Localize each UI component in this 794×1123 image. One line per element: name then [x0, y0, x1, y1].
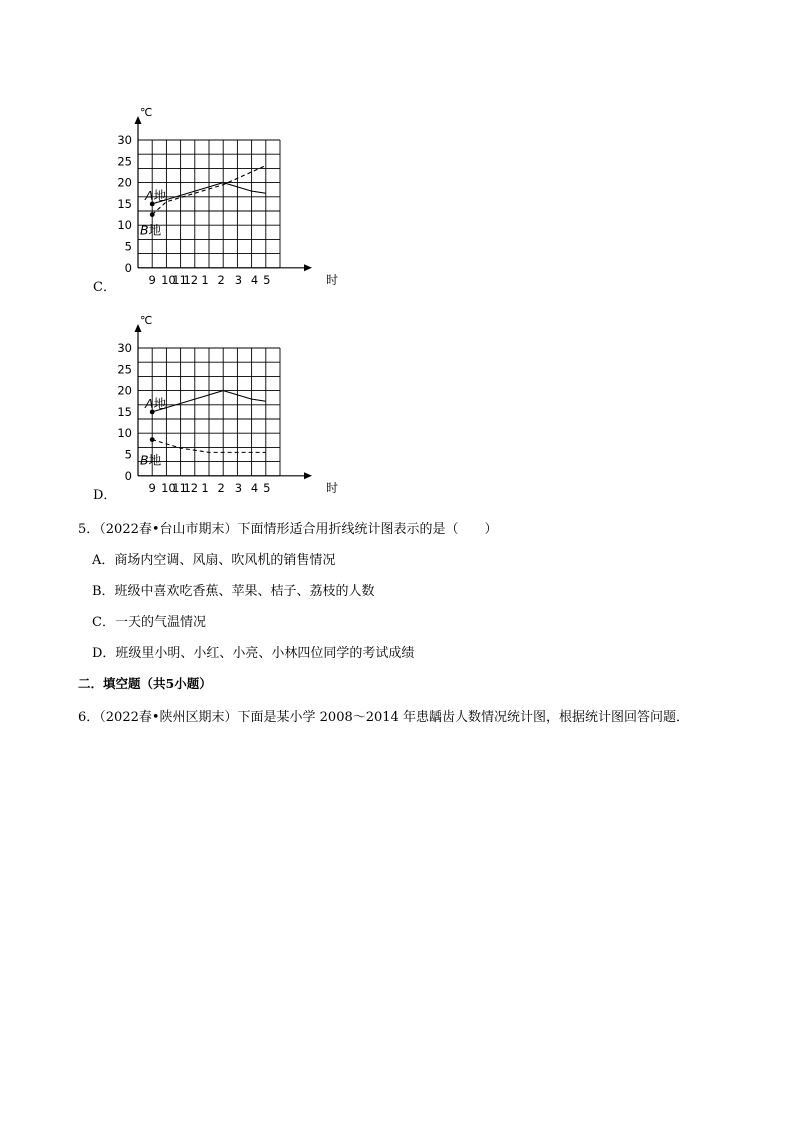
chart-option-c — [90, 100, 339, 300]
y-tick-label: 15 — [117, 196, 132, 211]
series-b-letter: B — [140, 452, 149, 468]
series-b-letter: B — [140, 222, 149, 238]
series-start-point — [150, 437, 155, 442]
chart-option-d — [90, 308, 339, 508]
series-b-name — [140, 453, 162, 468]
y-tick-label: 20 — [117, 175, 132, 190]
series-start-point — [150, 212, 155, 217]
x-tick-label: 9 — [148, 272, 156, 287]
y-tick-label: 25 — [117, 154, 132, 169]
question-5-choice-d[interactable]: D．班级里小明、小红、小亮、小林四位同学的考试成绩 — [92, 646, 415, 661]
x-tick-label: 1 — [201, 480, 209, 495]
option-c-label: C． — [93, 280, 116, 295]
x-tick-label: 10 — [161, 272, 176, 287]
y-tick-label: 30 — [117, 341, 132, 355]
y-tick-label: 5 — [124, 447, 132, 462]
y-tick-label: 10 — [117, 218, 132, 233]
y-axis-unit-label: ℃ — [140, 314, 153, 327]
chart-d-svg — [90, 308, 339, 508]
x-tick-label: 2 — [217, 480, 225, 495]
x-tick-label: 11 — [172, 272, 187, 287]
y-tick-label: 0 — [124, 468, 132, 483]
y-tick-label: 10 — [117, 426, 132, 441]
x-tick-label: 11 — [172, 480, 187, 495]
x-axis-unit-label: 时 — [326, 480, 339, 495]
series-b-name — [140, 223, 162, 238]
x-tick-label: 5 — [263, 272, 271, 287]
series-a-name — [144, 188, 167, 203]
series-a-suffix: 地 — [153, 187, 167, 203]
y-axis-unit-label: ℃ — [140, 106, 153, 119]
x-tick-label: 3 — [234, 272, 243, 287]
series-b-suffix: 地 — [148, 222, 162, 238]
series-b-suffix: 地 — [148, 452, 162, 468]
x-tick-label: 3 — [234, 480, 243, 495]
x-axis-unit-label: 时 — [326, 272, 339, 287]
series-a-suffix: 地 — [153, 395, 167, 411]
x-tick-label: 2 — [217, 272, 225, 287]
series-a-letter: A — [145, 395, 154, 411]
section-2-title: 二．填空题（共5小题） — [78, 676, 212, 691]
x-axis-arrow-icon — [304, 472, 312, 479]
question-5-stem: 5．（2022春•台山市期末）下面情形适合用折线统计图表示的是（ ） — [78, 522, 498, 537]
x-tick-label: 10 — [161, 480, 176, 495]
y-tick-label: 20 — [117, 383, 132, 398]
series-a-letter: A — [145, 187, 154, 203]
chart-c-svg — [90, 100, 339, 300]
y-tick-label: 30 — [117, 133, 132, 147]
series-a-name — [144, 396, 167, 411]
x-tick-label: 12 — [183, 480, 199, 495]
x-tick-label: 12 — [183, 272, 199, 287]
x-tick-label: 1 — [201, 272, 209, 287]
question-5-choice-a[interactable]: A．商场内空调、风扇、吹风机的销售情况 — [92, 553, 336, 568]
x-tick-label: 5 — [263, 480, 271, 495]
chart-grid — [138, 140, 280, 268]
x-tick-label: 9 — [148, 480, 156, 495]
question-5-choice-b[interactable]: B．班级中喜欢吃香蕉、苹果、桔子、荔枝的人数 — [92, 584, 375, 599]
option-d-label: D． — [93, 488, 117, 503]
question-5-choice-c[interactable]: C．一天的气温情况 — [92, 615, 206, 630]
y-tick-label: 25 — [117, 362, 132, 377]
x-tick-label: 4 — [250, 480, 259, 495]
question-6-stem: 6．（2022春•陕州区期末）下面是某小学 2008～2014 年患龋齿人数情况统计图，根据统计图回答问题． — [78, 710, 689, 725]
x-tick-label: 4 — [250, 272, 259, 287]
y-tick-label: 15 — [117, 404, 132, 419]
y-tick-label: 5 — [124, 239, 132, 254]
x-axis-arrow-icon — [304, 264, 312, 271]
y-tick-label: 0 — [124, 260, 132, 275]
